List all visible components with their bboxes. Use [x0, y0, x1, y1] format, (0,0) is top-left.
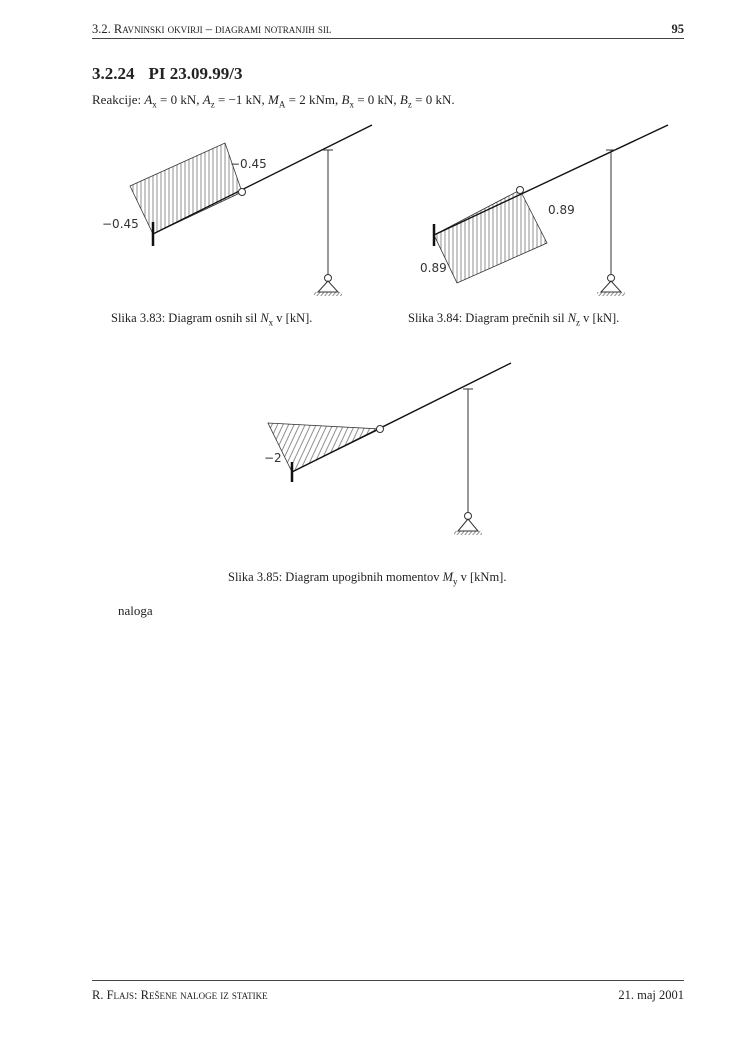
reaction-bx: $B_x = 0$ kN,	[341, 92, 397, 110]
shear-force-area	[434, 190, 547, 283]
hinge-icon	[517, 187, 524, 194]
footer-rule	[92, 980, 684, 981]
value-label: 0.89	[420, 261, 447, 275]
axial-force-area	[130, 143, 242, 234]
pin-support-icon	[458, 519, 478, 531]
figure-shear-force-diagram	[420, 125, 668, 296]
reaction-az: $A_z = -1$ kN,	[202, 92, 265, 110]
date: 21. maj 2001	[618, 988, 684, 1002]
beam	[292, 363, 511, 472]
value-label: −0.45	[230, 157, 267, 171]
reaction-ma: $M_A = 2$ kNm,	[268, 92, 339, 110]
reaction-ax: $A_x = 0$ kN,	[144, 92, 200, 110]
section-title: 3.2. Ravninski okvirji – diagrami notranjih sil	[92, 22, 332, 36]
ground-hatch	[597, 292, 625, 296]
pin-support-icon	[601, 281, 621, 292]
ground-hatch	[314, 292, 342, 296]
hinge-icon	[239, 189, 246, 196]
ground-hatch	[454, 531, 482, 535]
problem-number: 3.2.24	[92, 64, 135, 83]
beam	[434, 125, 668, 235]
figure-caption: Slika 3.84: Diagram prečnih sil $N_z$ v [kN].	[408, 311, 620, 328]
reaction-bz: $B_z = 0$ kN.	[399, 92, 455, 110]
running-footer	[92, 988, 684, 1003]
bending-moment-area	[268, 423, 380, 472]
figure-caption: Slika 3.83: Diagram osnih sil $N_x$ v [kN].	[111, 311, 313, 328]
problem-name: PI 23.09.99/3	[148, 64, 243, 83]
page-number: 95	[671, 22, 684, 36]
figure-caption: Slika 3.85: Diagram upogibnih momentov $M_y$ v [kNm].	[228, 570, 507, 587]
hinge-icon	[377, 426, 384, 433]
figure-bending-moment-diagram	[264, 363, 511, 535]
value-label: −2	[264, 451, 282, 465]
figure-axial-force-diagram	[102, 125, 372, 296]
value-label: −0.45	[102, 217, 139, 231]
body-text: naloga	[118, 603, 153, 618]
book-title: R. Flajs: Rešene naloge iz statike	[92, 988, 268, 1002]
reactions-label: Reakcije:	[92, 92, 142, 107]
pin-support-icon	[318, 281, 338, 292]
value-label: 0.89	[548, 203, 575, 217]
